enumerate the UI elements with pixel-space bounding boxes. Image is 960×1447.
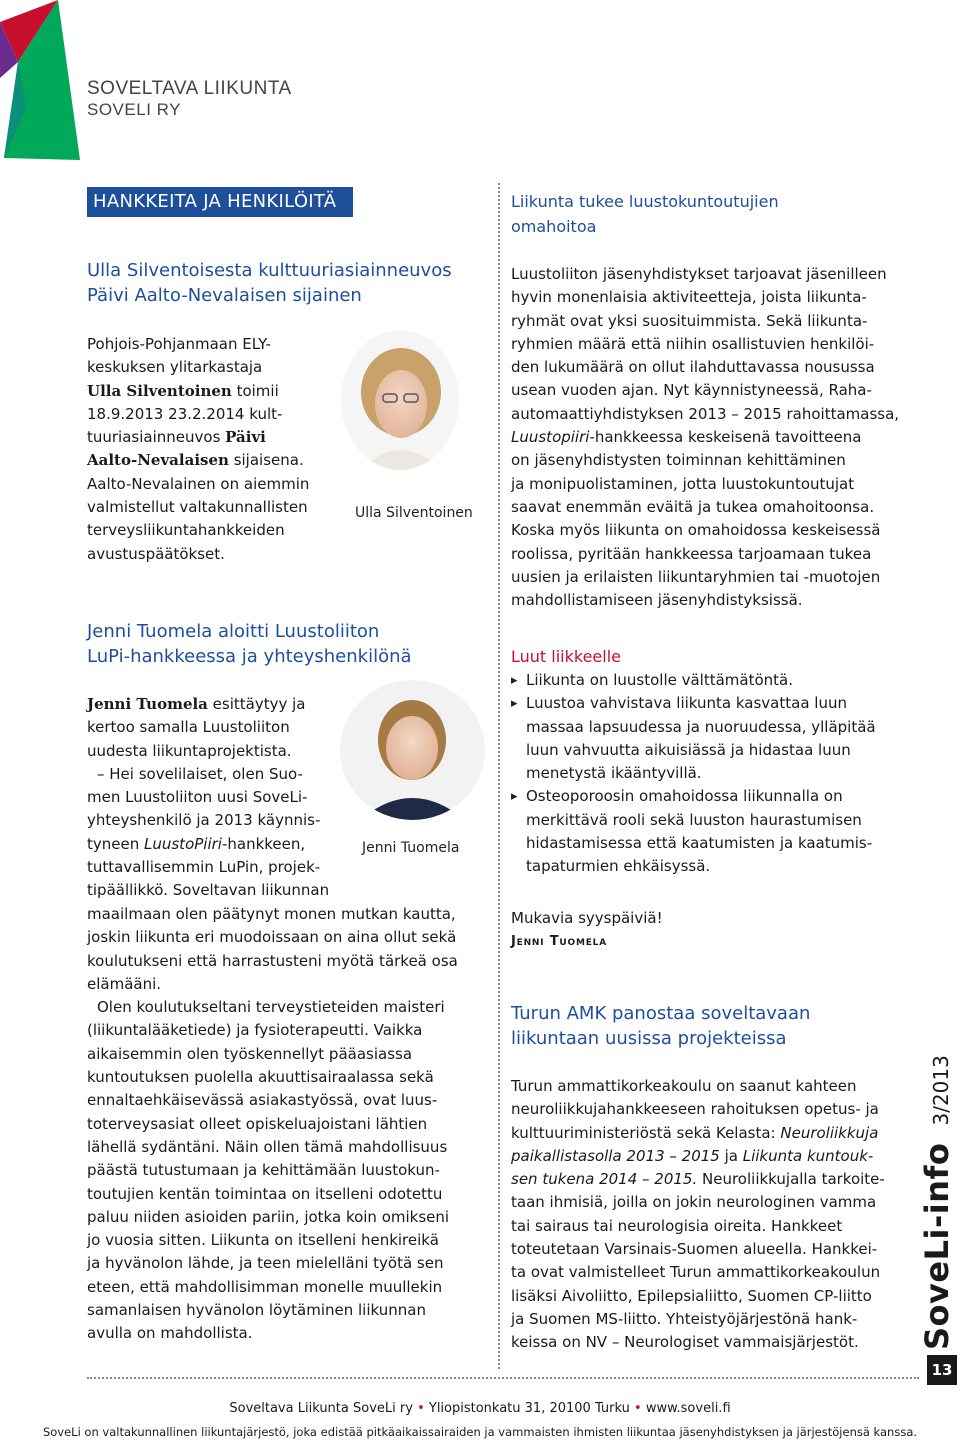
logo-text: [87, 78, 292, 120]
text-fragment: esittäytyy ja: [207, 695, 306, 713]
text-line: toteutetaan Varsinais-Suomen alueella. Hankkei-: [511, 1240, 878, 1259]
text-line: 18.9.2013 23.2.2014 kult-: [87, 404, 283, 423]
text-line: terveysliikuntahankkeiden: [87, 521, 285, 540]
text-line: uusien ja erilaisten liikuntaryhmien tai -muotojen: [511, 567, 881, 586]
text-line: tai sairaus tai neurologisia oireita. Hankkeet: [511, 1216, 843, 1235]
text-line: ta ovat valmistelleet Turun ammattikorkeakoulun: [511, 1263, 881, 1282]
text-line: avulla on mahdollista.: [87, 1324, 253, 1343]
list-item: [511, 785, 921, 878]
text-line: paluu niiden asioiden pariin, jotka koin omikseni: [87, 1207, 450, 1226]
text-line: automaattiyhdistyksen 2013 – 2015 rahoittamassa,: [511, 404, 900, 423]
page-number-badge: 13: [927, 1355, 957, 1385]
text-line: lähellä sydäntäni. Näin ollen tämä mahdollisuus: [87, 1137, 448, 1156]
text-line: ryhmät ovat yksi suosituimmista. Sekä liikunta-: [511, 311, 868, 330]
text-line: toterveysasiat olleet opiskeluajoistani lähtien: [87, 1114, 428, 1133]
text-line: keissa on NV – Neurologiset vammaisjärjestöt.: [511, 1333, 859, 1352]
bullet-list: [511, 669, 921, 879]
text-line: (liikuntalääketiede) ja fysioterapeutti. Vaikka: [87, 1021, 423, 1040]
closing-text: Mukavia syyspäiviä!: [511, 909, 663, 927]
person-name: Aalto-Nevalaisen: [87, 451, 229, 470]
article1-title: [87, 258, 487, 308]
text-line: saavat enemmän eväitä ja tukea omahoitoonsa.: [511, 497, 875, 516]
text-fragment: -hankkeen,: [221, 834, 306, 853]
photo-caption: Ulla Silventoinen: [355, 505, 473, 521]
text-line: ja monipuolistaminen, jotta luustokuntoutujat: [511, 474, 855, 493]
project-name: Luustopiiri: [511, 428, 590, 447]
text-line: koulutukseni että harrastusteni myötä tärkeä osa: [87, 951, 458, 970]
text-line: mahdollistamiseen jäsenyhdistyksissä.: [511, 591, 803, 610]
magazine-title: SoveLi-info: [918, 1142, 956, 1350]
person-name: Jenni Tuomela: [87, 695, 208, 713]
text-line: tapaturmien ehkäisyssä.: [526, 857, 711, 876]
text-line: hyvin monenlaisia aktiviteetteja, joista liikunta-: [511, 288, 867, 307]
text-line: Pohjois-Pohjanmaan ELY-: [87, 335, 271, 353]
text-line: Olen koulutukseltani terveystieteiden maisteri: [97, 998, 445, 1017]
logo-line2: SOVELI RY: [87, 100, 181, 119]
project-name: sen tukena 2014 – 2015.: [511, 1170, 698, 1189]
project-name: paikallistasolla 2013 – 2015: [511, 1146, 720, 1165]
text-fragment: sijaisena.: [228, 451, 304, 470]
article2-title-line2: LuPi-hankkeessa ja yhteyshenkilönä: [87, 646, 412, 667]
text-line: [87, 380, 347, 403]
text-line: maailmaan olen päätynyt monen mutkan kautta,: [87, 905, 456, 923]
section-header: HANKKEITA JA HENKILÖITÄ: [87, 187, 353, 217]
footer-divider: [87, 1377, 919, 1379]
article2-title: [87, 619, 487, 669]
footer-contact: [0, 1401, 960, 1416]
text-line: kuntoutuksen puolella akuuttisairaalassa sekä: [87, 1068, 434, 1087]
text-line: ▸ Luustoa vahvistava liikunta kasvattaa luun: [526, 694, 847, 713]
text-line: ryhmien määrä että niihin osallistuvien henkilöi-: [511, 334, 875, 353]
text-line: [511, 1168, 911, 1191]
text-line: hidastamisessa että kaatumisten ja kaatumis-: [526, 834, 873, 853]
text-line: joskin liikunta eri muodoissaan on aina ollut sekä: [87, 928, 457, 947]
text-line: Turun ammattikorkeakoulu on saanut kahteen: [511, 1077, 857, 1095]
text-line: menetystä ikääntyvillä.: [526, 764, 702, 783]
text-line: ▸ Osteoporoosin omahoidossa liikunnalla on: [526, 787, 843, 806]
text-line: ennaltaehkäisevässä asiakastyössä, ovat luus-: [87, 1091, 438, 1110]
text-line: kertoo samalla Luustoliiton: [87, 718, 290, 737]
text-line: Aalto-Nevalainen on aiemmin: [87, 474, 310, 493]
signature: Jenni Tuomela: [511, 934, 607, 949]
article2-body: [87, 903, 487, 1346]
text-line: luun vahvuutta aikuisiässä ja hidastaa luun: [526, 740, 851, 759]
list-item: [511, 692, 921, 785]
text-line: valmistellut valtakunnallisten: [87, 498, 308, 517]
text-line: lisäksi Aivoliitto, Epilepsialiitto, Suomen CP-liitto: [511, 1286, 872, 1305]
text-line: avustuspäätökset.: [87, 544, 225, 563]
text-line: Luustoliiton jäsenyhdistykset tarjoavat jäsenilleen: [511, 265, 887, 283]
text-line: [87, 833, 347, 856]
text-line: toutujien kentän toimintaa on itselleni odotettu: [87, 1184, 443, 1203]
text-line: [87, 693, 347, 716]
column-divider: [498, 183, 500, 1369]
text-line: merkittävä rooli sekä luuston haurastumisen: [526, 810, 862, 829]
article1-title-line1: Ulla Silventoisesta kulttuuriasiainneuvos: [87, 260, 452, 281]
text-line: [87, 449, 347, 472]
text-line: keskuksen ylitarkastaja: [87, 358, 263, 377]
text-fragment: tuuriasiainneuvos: [87, 428, 226, 447]
text-fragment: Neuroliikkujalla tarkoite-: [697, 1170, 885, 1189]
issue-number: 3/2013: [929, 1055, 953, 1126]
portrait-photo-icon: [341, 330, 459, 470]
article2-title-line1: Jenni Tuomela aloitti Luustoliiton: [87, 621, 380, 642]
person-name: Päivi: [225, 428, 266, 447]
project-name: LuustoPiiri: [144, 834, 222, 853]
footer-website-link[interactable]: www.soveli.fi: [645, 1401, 731, 1416]
text-line: roolissa, pyritään hankkeessa tarjoamaan tukea: [511, 544, 872, 563]
text-fragment: toimii: [231, 381, 279, 400]
list-item: [511, 669, 921, 692]
text-line: [511, 1122, 911, 1145]
text-line: men Luustoliiton uusi SoveLi-: [87, 788, 308, 807]
photo-caption: Jenni Tuomela: [362, 840, 460, 856]
text-fragment: -hankkeessa keskeisenä tavoitteena: [589, 428, 862, 447]
logo-line1: SOVELTAVA LIIKUNTA: [87, 78, 292, 99]
right-heading-line1: Liikunta tukee luustokuntoutujien: [511, 192, 779, 211]
person-name: Ulla Silventoinen: [87, 381, 232, 400]
text-line: tipäällikkö. Soveltavan liikunnan: [87, 881, 330, 900]
footer-address: Yliopistonkatu 31, 20100 Turku: [428, 1401, 630, 1416]
footer-tagline: SoveLi on valtakunnallinen liikuntajärjestö, joka edistää pitkäaikaissairaiden ja vammaisten ihmisten liikuntaa jäsenyhdistyksen ja järjestöjensä kanssa.: [42, 1425, 918, 1439]
text-line: Koska myös liikunta on omahoidossa keskeisessä: [511, 521, 881, 540]
text-fragment: tyneen: [87, 834, 144, 853]
text-line: ja hyvänolon lähde, ja teen mielelläni työtä sen: [87, 1254, 444, 1273]
text-line: samanlaisen hyvänolon löytäminen liikunnan: [87, 1301, 426, 1320]
text-line: ja Suomen MS-liitto. Yhteistyöjärjestönä hank-: [511, 1309, 858, 1328]
text-line: jo vuosia sitten. Liikunta on itselleni henkireikä: [87, 1231, 439, 1250]
text-line: neuroliikkujahankkeeseen rahoituksen opetus- ja: [511, 1100, 879, 1119]
footer-org: Soveltava Liikunta SoveLi ry: [229, 1401, 413, 1416]
right-heading-line2: omahoitoa: [511, 217, 597, 236]
text-line: [87, 426, 347, 449]
text-fragment: kulttuuriministeriöstä sekä Kelasta:: [511, 1123, 781, 1142]
turku-heading-line2: liikuntaan uusissa projekteissa: [511, 1028, 787, 1049]
turku-heading: [511, 1001, 911, 1051]
separator-dot: •: [634, 1401, 642, 1416]
text-line: Liikunta on luustolle välttämätöntä.: [526, 671, 794, 689]
text-line: taan ihmisiä, joilla on jokin neurologinen vamma: [511, 1193, 877, 1212]
text-line: den lukumäärä on ollut ilahduttavassa nousussa: [511, 358, 875, 377]
project-name: Liikunta kuntouk-: [742, 1146, 874, 1165]
text-line: usean vuoden ajan. Nyt käynnistyneessä, Raha-: [511, 381, 872, 400]
turku-heading-line1: Turun AMK panostaa soveltavaan: [511, 1003, 811, 1024]
project-name: Neuroliikkuja: [780, 1123, 879, 1142]
article1-title-line2: Päivi Aalto-Nevalaisen sijainen: [87, 285, 362, 306]
text-line: eteen, että mahdollisimman monelle muullekin: [87, 1277, 443, 1296]
turku-body: [511, 1075, 911, 1355]
right-heading: [511, 189, 911, 239]
text-line: on jäsenyhdistysten toiminnan kehittäminen: [511, 451, 846, 470]
article2-intro: [87, 693, 347, 903]
text-line: uudesta liikuntaprojektista.: [87, 741, 292, 760]
text-line: päästä tutustumaan ja kehittämään luustokun-: [87, 1161, 440, 1180]
soveli-logo-icon: [0, 0, 90, 165]
text-line: elämääni.: [87, 974, 162, 993]
text-line: [511, 426, 921, 449]
text-fragment: ja: [719, 1146, 743, 1165]
subheading: Luut liikkeelle: [511, 647, 621, 666]
separator-dot: •: [417, 1401, 425, 1416]
right-paragraph: [511, 263, 921, 612]
text-line: [511, 1145, 911, 1168]
text-line: aikaisemmin olen työskennellyt pääasiassa: [87, 1044, 413, 1063]
sidebar-vertical-title: [918, 1055, 956, 1350]
text-line: massaa lapsuudessa ja nuoruudessa, ylläpitää: [526, 717, 876, 736]
text-line: yhteyshenkilö ja 2013 käynnis-: [87, 811, 321, 830]
text-line: – Hei sovelilaiset, olen Suo-: [97, 764, 303, 783]
article1-body: [87, 333, 347, 566]
portrait-photo-icon: [340, 680, 485, 820]
text-line: tuttavallisemmin LuPin, projek-: [87, 858, 321, 877]
